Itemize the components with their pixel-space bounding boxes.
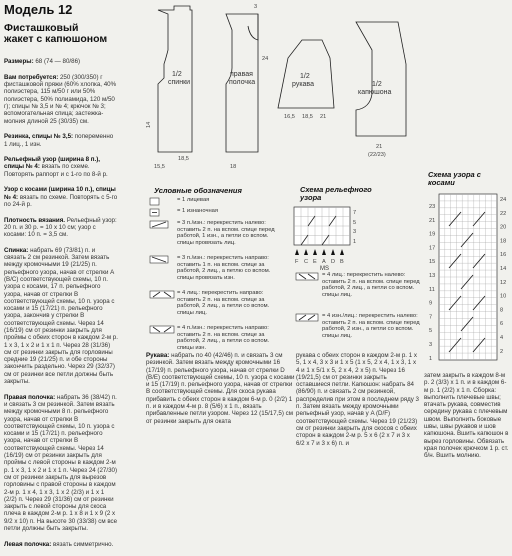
svg-text:F: F <box>295 259 299 265</box>
sleeve-label: 1/2 рукава <box>292 73 314 88</box>
row-number: 23 <box>429 204 436 210</box>
svg-text:18,5: 18,5 <box>302 114 313 120</box>
row-number: 6 <box>500 321 504 328</box>
svg-text:21: 21 <box>320 114 327 120</box>
bottom-middle-text: рукава с обеих сторон в каждом 2-м р. 1 х 5, 1 х 4, 3 х 3 и 1 х 5 (1 х 5, 2 х 4, 1 х 3, 1 х 4 и 1 х 5/1 х 5, 2 х 4, 2 х 5) п. Через 16 (19/21,5) см от резинки закрыть оставшиеся петли. Капюшон: набрать 84 (86/90) п. и связать 2 см резинкой, распределив при этом в последнем ряду 3 п. Затем вязать между кромочными рельефный узор, начав у A (D/F) соответствующей схемы. Через 19 (21/23) см от резинки закрыть для скосов с обеих сторон в каждом 2-м р. 5 х 6 (2 х 7 и 3 х 6/2 х 7 и 3 х 6) п. и <box>296 352 419 447</box>
svg-text:D: D <box>331 259 336 265</box>
paragraph-sizes: Размеры: 68 (74 — 80/86) <box>4 58 81 66</box>
paragraph-gauge: Плотность вязания. Рельефный узор: 20 п. и 30 р. = 10 х 10 см; узор с косами: 10 п. = 3,5 см. <box>4 216 117 239</box>
paragraph-rib: Резинка, спицы № 3,5: попеременно 1 лиц., 1 изн. <box>4 133 114 148</box>
page-title: Модель 12 <box>4 2 73 17</box>
row-number: 8 <box>500 307 504 314</box>
svg-text:7: 7 <box>353 210 357 216</box>
row-number: 21 <box>429 217 436 224</box>
legend-item-cross3-right: = 3 п./изн.: перекрестить направо: оставить 1 п. на вспом. спице за работой, 2 лиц., а петлю со вспом. спицы провязать изн. <box>150 255 278 287</box>
row-number: 5 <box>429 328 433 335</box>
sleeve-schematic <box>278 40 334 120</box>
bottom-right-text: затем закрыть в каждом 8-м р. 2 (3/3) х 1 п. и в каждом 6-м р. 1 (2/2) х 1 п. Сборка: выполнить плечевые швы; втачать рукава, совместив середину рукава с плечевым швом. Выполнить боковые швы, швы рукавов и шов капюшона. Вшить капюшон в вырез горловины. Обвязать края полочек крючком 1 р. ст. б/н. Вшить молнию. <box>424 372 509 460</box>
svg-text:16,5: 16,5 <box>284 114 295 120</box>
svg-text:18,5: 18,5 <box>178 156 189 162</box>
cable-purl-left-symbol-icon <box>296 314 318 321</box>
svg-text:3: 3 <box>254 4 258 10</box>
front-label: правая полочка <box>229 71 256 86</box>
svg-text:3: 3 <box>353 229 357 235</box>
row-number: 3 <box>429 342 433 348</box>
cross-left-symbol-icon <box>150 221 168 228</box>
relief-ms-label: MS <box>320 266 329 272</box>
svg-text:E: E <box>313 259 317 265</box>
row-number: 17 <box>429 245 436 252</box>
model-subtitle: Фисташковый жакет с капюшоном <box>4 22 108 45</box>
row-number: 7 <box>429 314 433 321</box>
svg-text:14: 14 <box>146 121 152 128</box>
relief-chart <box>292 205 372 267</box>
hood-schematic <box>356 22 406 158</box>
svg-text:B: B <box>340 259 344 265</box>
row-number: 15 <box>429 259 436 266</box>
paragraph-left-front: Левая полочка: вязать симметрично. <box>4 540 114 548</box>
relief-note-1: = 4 лиц.: перекрестить налево: оставить 2 п. на вспом. спице перед работой, 2 лиц., а петли со вспом. спицы лиц. <box>296 272 424 306</box>
back-label: 1/2 спинки <box>168 71 191 86</box>
row-number: 13 <box>429 273 436 279</box>
row-number: 2 <box>500 348 504 355</box>
legend-title: Условные обозначения <box>154 186 242 195</box>
svg-text:21: 21 <box>376 144 383 150</box>
cables-chart <box>427 192 511 368</box>
svg-text:5: 5 <box>353 220 357 226</box>
cable-right-symbol-icon <box>150 291 168 298</box>
instructions-left-column <box>4 51 118 556</box>
row-number: 9 <box>429 300 433 307</box>
row-number: 20 <box>500 224 507 231</box>
pattern-schematics <box>146 0 512 172</box>
svg-text:18: 18 <box>230 164 237 170</box>
cross-right-symbol-icon <box>150 256 168 263</box>
back-schematic <box>146 6 192 170</box>
row-number: 11 <box>429 286 435 293</box>
cable-left-symbol-icon <box>296 273 318 280</box>
cables-chart-title: Схема узора с косами <box>428 170 481 187</box>
svg-text:A: A <box>322 259 326 265</box>
row-number: 19 <box>429 231 436 238</box>
row-number: 22 <box>500 210 507 217</box>
row-number: 12 <box>500 279 507 286</box>
svg-text:(22/23): (22/23) <box>368 152 386 158</box>
legend-item-purl: = 1 изнаночная <box>150 208 278 218</box>
legend-item-cross4: = 4 лиц.: перекрестить направо: оставить 2 п. на вспом. спице за работой, 2 лиц., а петли со вспом. спицы лиц. <box>150 290 278 322</box>
paragraph-relief: Рельефный узор (ширина 8 п.), спицы № 4: вязать по схеме. Повторять раппорт и с 1-го по 8-й р. <box>4 156 108 178</box>
bottom-sleeve-text: Рукава: набрать по 40 (42/46) п. и связать 3 см резинкой. Затем вязать между кромочными 16 (17/19) п. рельефного узора, начав от стрелки D (B/E) соответствующей схемы, 10 п. узора с косами и 15 (17/19) п. рельефного узора, начав от стрелки В соответствующей схемы. Для скоса рукава прибавить с обеих сторон в каждом 6-м р. 0 (2/2) 1 п. и в каждом 4-м р. 8 (5/6) х 1 п., вязать прибавленные петли узором. Через 12 (15/17,5) см от резинки закрыть для оката <box>146 352 295 425</box>
paragraph-back: Спинка: набрать 69 (73/81) п. и связать 2 см резинкой. Затем вязать между кромочными 19 (21/25) п. рельефного узора, начав от стрелки А (В/С) соответствующей схемы, 10 п. узора с косами, 17 п. рельефного узора, начав от стрелки В соответствующей схемы, 10 п. узора с косами и 15 (17/21) п. рельефного узора, закончив у стрелки В соответствующей схемы. Через 14 (16/19) см от резинки закрыть для проймы с обеих сторон в каждом 2-м р. 1 х 3, 1 х 2 и 1 х 1 п. Через 28 (31/36) см от резинки закрыть для горловины средние 19 (21/25) п. и обе стороны закончить раздельно. Через 29 (32/37) см от резинки все петли должны быть закрыты. <box>4 246 118 386</box>
front-schematic <box>226 4 268 170</box>
svg-text:24: 24 <box>262 56 269 62</box>
row-number: 4 <box>500 335 504 341</box>
svg-text:1: 1 <box>353 239 357 245</box>
hood-label: 1/2 капюшона <box>358 81 392 96</box>
row-number: 1 <box>429 355 433 362</box>
knit-symbol-icon <box>150 198 168 205</box>
legend-item-cross4-purl: = 4 п./изн.: перекрестить направо: оставить 2 п. на вспом. спице за работой, 2 лиц., а петли со вспом. спицы изн. <box>150 325 278 357</box>
svg-text:C: C <box>304 259 309 265</box>
relief-note-2: = 4 изн./лиц.: перекрестить налево: оставить 2 п. на вспом. спице перед работой, 2 изн., а петли со вспом. спицы лиц. <box>296 313 424 347</box>
paragraph-right-front: Правая полочка: набрать 36 (38/42) п. и связать 3 см резинкой. Затем вязать между кромочными 8 п. рельефного узора, начав от стрелки В соответствующей схемы, 10 п. узора с косами и 15 (17/21) п. рельефного узора, начав от стрелки В соответствующей схемы. Через 14 (16/19) см от резинки закрыть для проймы с левой стороны в каждом 2-м р. 1 х 3, 1 х 2 и 1 х 1 п. Через 24 (27/30) см от резинки закрыть для вырезов горловины с правой стороны в каждом 2-м р. 1 х 4, 1 х 3, 1 х 2 (2/3) и 1 х 1 (2/2) п. Через 29 (31/36) см от резинки закрыть с левой стороны для скоса плеча в каждом 2-м р. 1 х 8 и 1 х 9 (2 х 9/2 х 10) п. На высоте 30 (33/38) см все петли должны быть закрыты. <box>4 393 118 532</box>
legend-item-cross3-left: = 3 п./изн.: перекрестить налево: оставить 2 п. на вспом. спице перед работой, 1 изн., а петли со вспом. спицы провязать лиц. <box>150 220 278 252</box>
svg-text:15,5: 15,5 <box>154 164 165 170</box>
relief-chart-title: Схема рельефного узора <box>300 185 372 202</box>
row-number: 14 <box>500 266 507 272</box>
cable-purl-symbol-icon <box>150 326 168 333</box>
purl-symbol-icon <box>150 209 168 216</box>
row-number: 10 <box>500 293 507 300</box>
paragraph-materials: Вам потребуется: 250 (300/350) г фисташковой пряжи (60% хлопка, 40% полиэстера, 115 м/50 г или 50% полиэстера, 50% полиамида, 120 м/50 г); спицы № 3,5 и № 4; крючок № 3; вспомогательная спица; застежка-молния длиной 25 (30/35) см. <box>4 73 117 125</box>
row-number: 16 <box>500 252 507 259</box>
legend-item-knit: = 1 лицевая <box>150 197 278 207</box>
paragraph-cables: Узор с косами (ширина 10 п.), спицы № 4: вязать по схеме. Повторять с 5-го по 24-й р. <box>4 186 118 208</box>
row-number: 18 <box>500 238 507 245</box>
row-number: 24 <box>500 197 507 203</box>
